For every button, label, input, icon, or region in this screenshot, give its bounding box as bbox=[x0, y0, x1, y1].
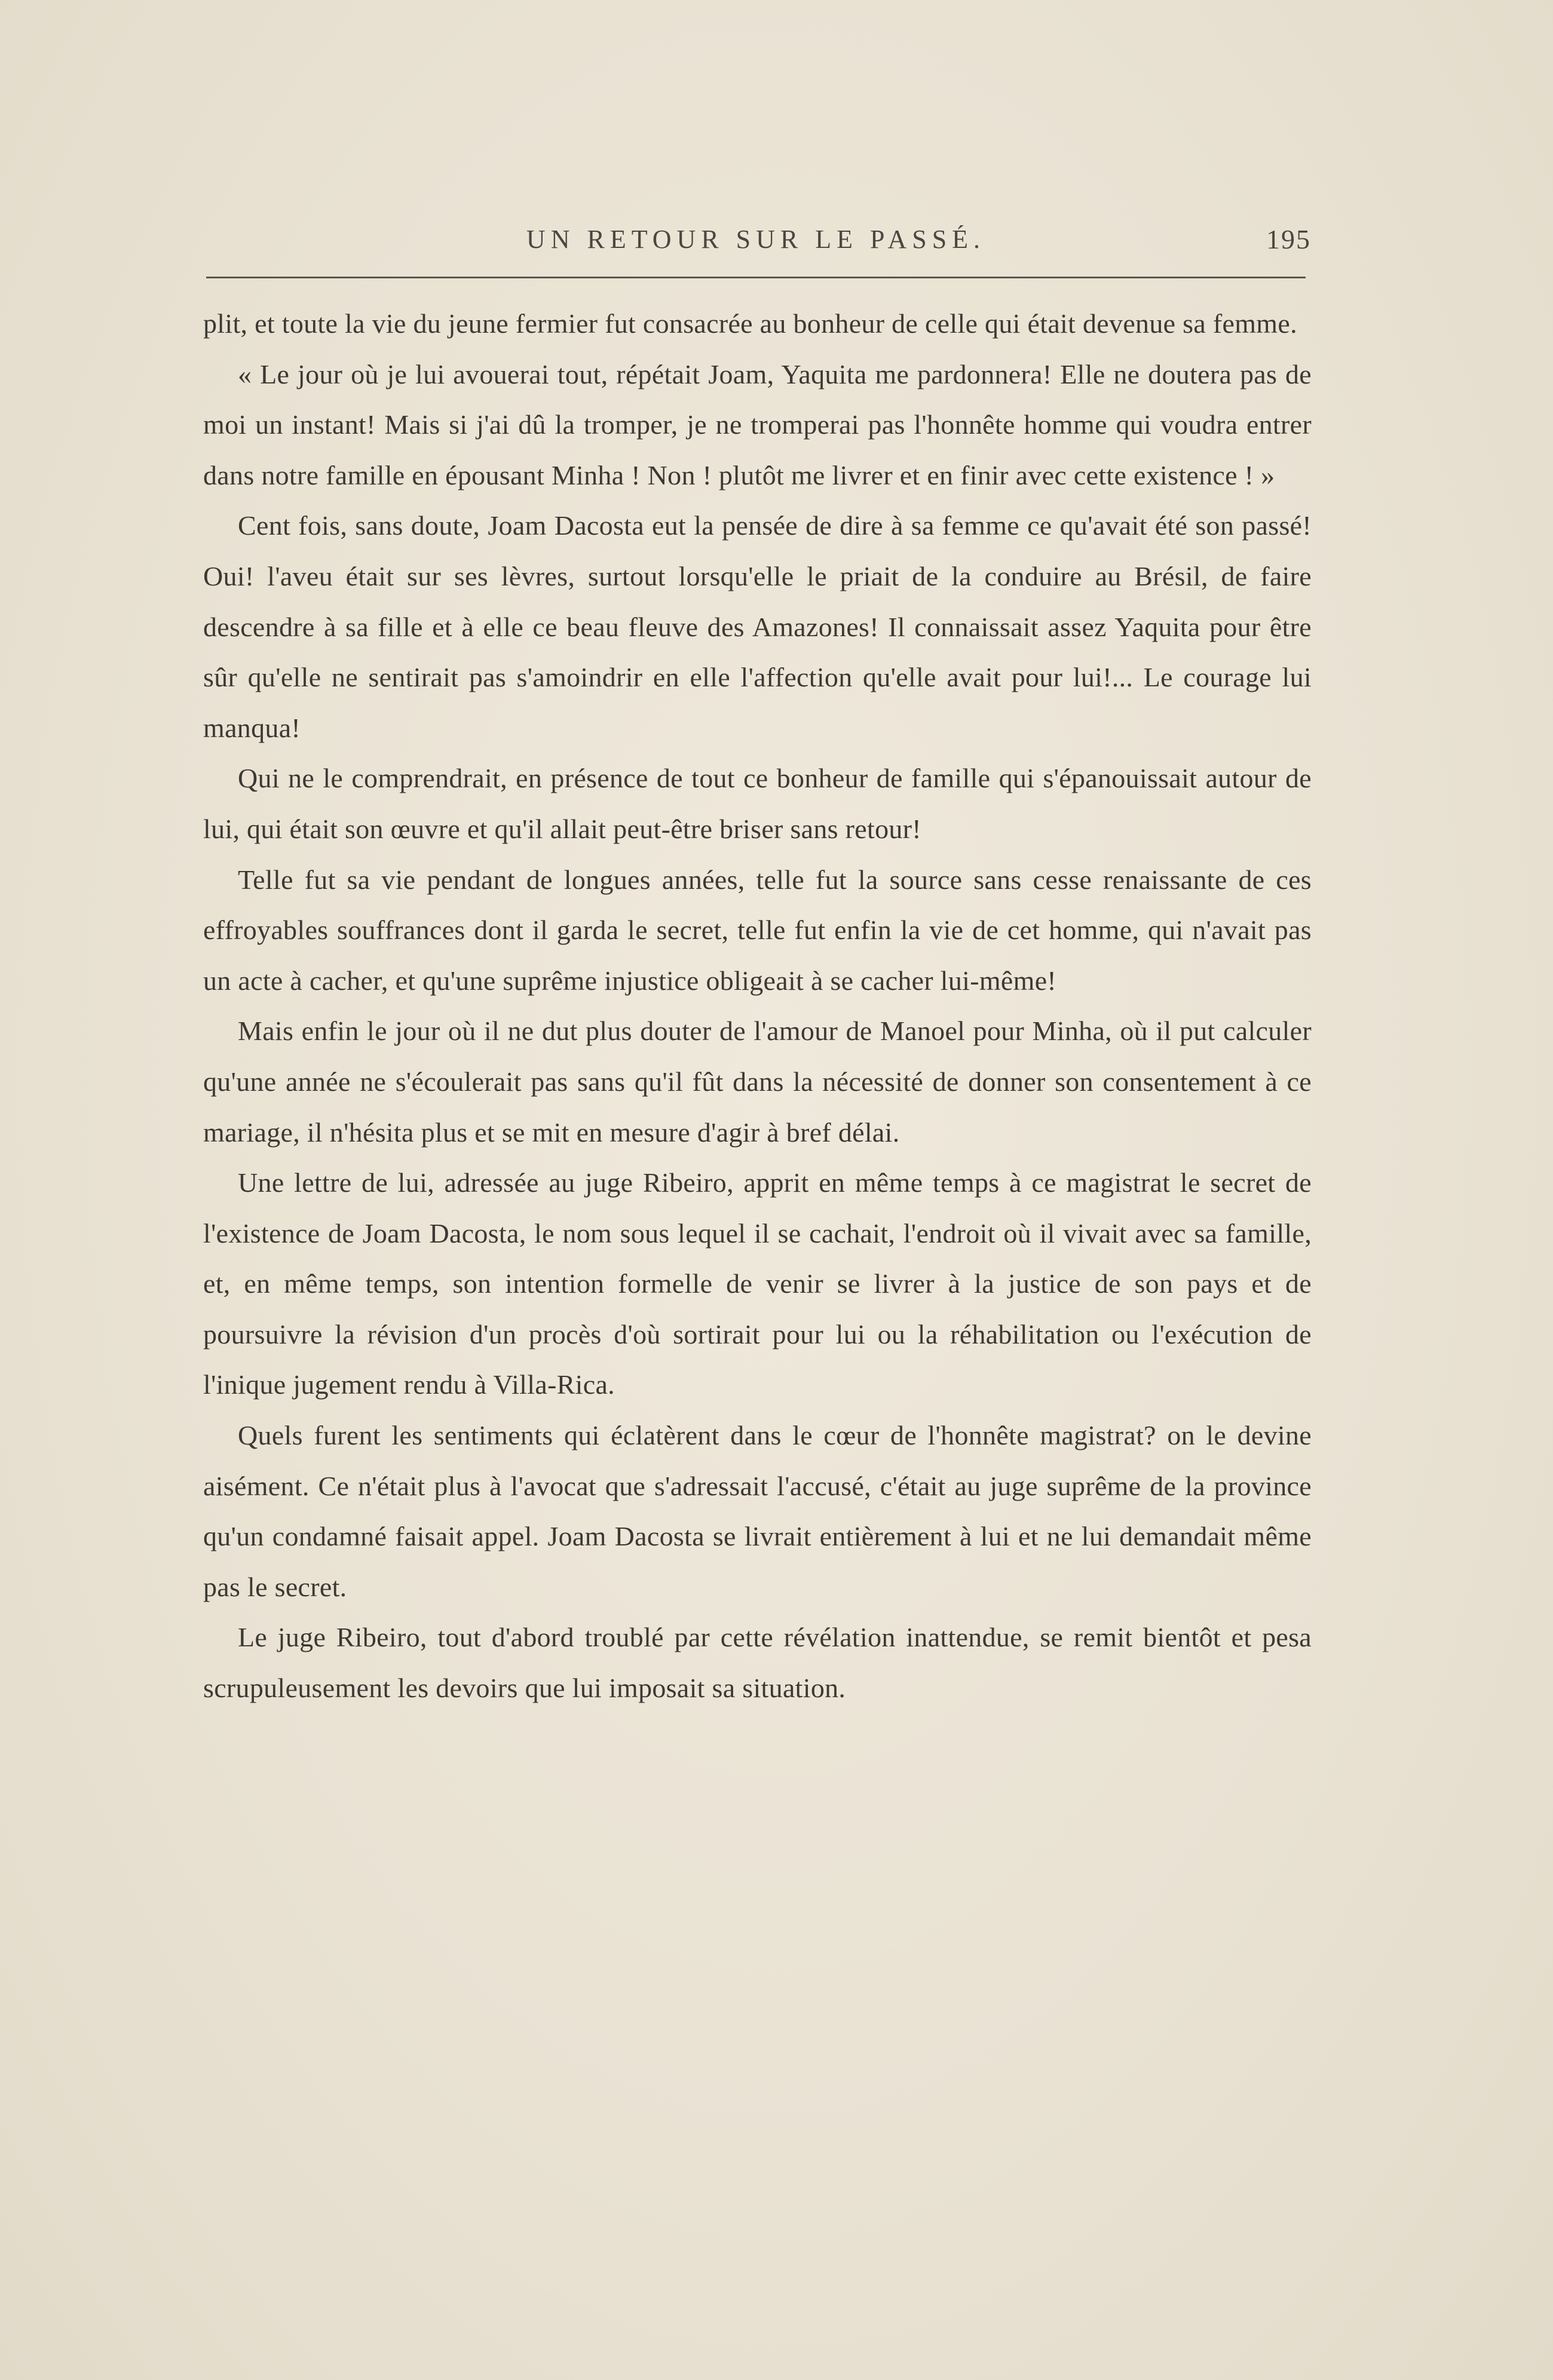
paragraph: Telle fut sa vie pendant de longues années, telle fut la source sans cesse renaissante de ces effroyables souffrances dont il garda le secret, telle fut enfin la vie de cet homme, qui n'avait pas un acte à cacher, et qu'une suprême injustice obligeait à se cacher lui-même! bbox=[203, 864, 1312, 996]
paragraph: plit, et toute la vie du jeune fermier fut consacrée au bonheur de celle qui était devenue sa femme. bbox=[203, 308, 1297, 339]
paragraph: « Le jour où je lui avouerai tout, répétait Joam, Yaquita me pardonnera! Elle ne doutera pas de moi un instant! Mais si j'ai dû la tromper, je ne tromperai pas l'honnête homme qui voudra entrer dans notre famille en épousant Minha ! Non ! plutôt me livrer et en finir avec cette existence ! » bbox=[203, 358, 1312, 490]
paragraph: Mais enfin le jour où il ne dut plus douter de l'amour de Manoel pour Minha, où il put calculer qu'une année ne s'écoulerait pas sans qu'il fût dans la nécessité de donner son consentement à ce mariage, il n'hésita plus et se mit en mesure d'agir à bref délai. bbox=[203, 1016, 1312, 1148]
paragraph: Cent fois, sans doute, Joam Dacosta eut la pensée de dire à sa femme ce qu'avait été son passé! Oui! l'aveu était sur ses lèvres, surtout lorsqu'elle le priait de la conduire au Brésil, de faire descendre à sa fille et à elle ce beau fleuve des Amazones! Il connaissait assez Yaquita pour être sûr qu'elle ne sentirait pas s'amoindrir en elle l'affection qu'elle avait pour lui!... Le courage lui manqua! bbox=[203, 510, 1312, 743]
body-text bbox=[203, 299, 1312, 1714]
paragraph: Quels furent les sentiments qui éclatèrent dans le cœur de l'honnête magistrat? on le devine aisément. Ce n'était plus à l'avocat que s'adressait l'accusé, c'était au juge suprême de la province qu'un condamné faisait appel. Joam Dacosta se livrait entièrement à lui et ne lui demandait même pas le secret. bbox=[203, 1420, 1312, 1602]
page-number: 195 bbox=[1266, 223, 1311, 254]
paragraph: Une lettre de lui, adressée au juge Ribeiro, apprit en même temps à ce magistrat le secret de l'existence de Joam Dacosta, le nom sous lequel il se cachait, l'endroit où il vivait avec sa famille, et, en même temps, son intention formelle de venir se livrer à la justice de son pays et de poursuivre la révision d'un procès d'où sortirait pour lui ou la réhabilitation ou l'exécution de l'inique jugement rendu à Villa-Rica. bbox=[203, 1167, 1312, 1400]
paragraph: Qui ne le comprendrait, en présence de tout ce bonheur de famille qui s'épanouissait autour de lui, qui était son œuvre et qu'il allait peut-être briser sans retour! bbox=[203, 763, 1312, 844]
paragraph: Le juge Ribeiro, tout d'abord troublé par cette révélation inattendue, se remit bientôt et pesa scrupuleusement les devoirs que lui imposait sa situation. bbox=[203, 1622, 1312, 1704]
running-header: UN RETOUR SUR LE PASSÉ. bbox=[526, 224, 986, 254]
header-rule bbox=[206, 277, 1306, 278]
